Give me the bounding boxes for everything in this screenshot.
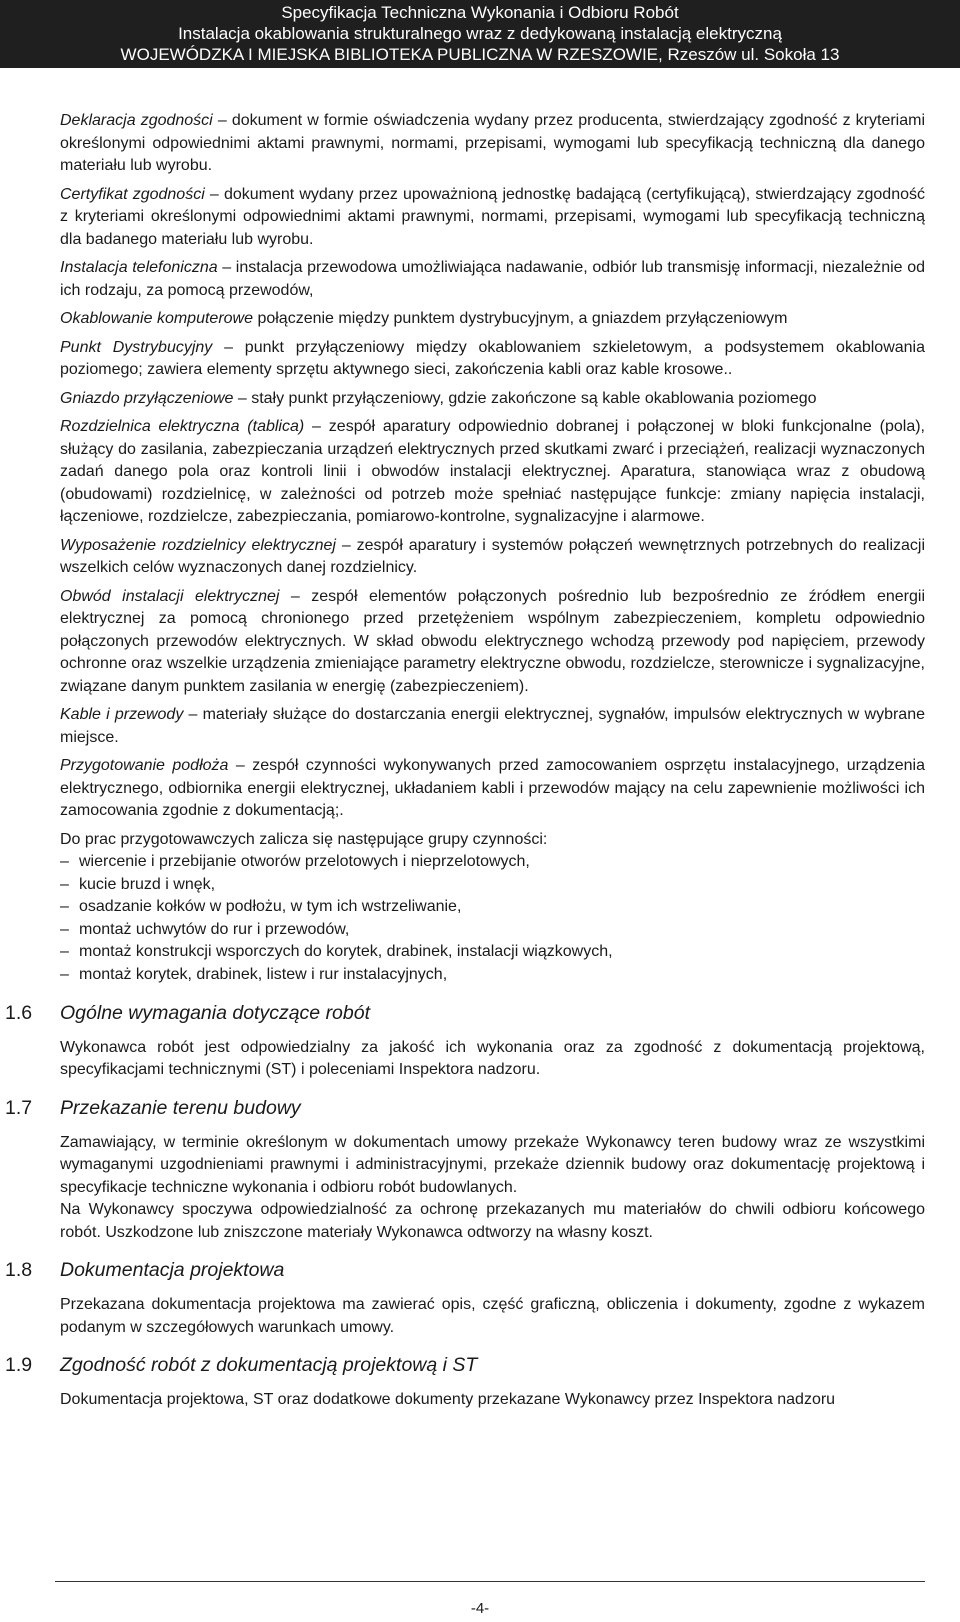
dash-bullet: – [60, 920, 69, 938]
list-item-text: montaż korytek, drabinek, listew i rur instalacyjnych, [79, 965, 448, 983]
definition-term: Przygotowanie podłoża [60, 757, 229, 774]
definition-text: – zespół czynności wykonywanych przed zamocowaniem osprzętu instalacyjnego, urządzenia elektrycznego, odbiornika energii elektrycznej, układaniem kabli i przewodów mający na celu zapewnienie możliwości ich zamocowania zgodnie z dokumentacją;. [60, 757, 926, 819]
definition-term: Obwód instalacji elektrycznej [60, 587, 280, 605]
section-title: Zgodność robót z dokumentacją projektową i ST [60, 1354, 478, 1377]
definitions-list [60, 110, 925, 823]
definition-text: – stały punkt przyłączeniowy, gdzie zakończone są kable okablowania poziomego [233, 389, 817, 407]
section-number: 1.7 [5, 1096, 33, 1119]
header-title: Specyfikacja Techniczna Wykonania i Odbioru Robót [281, 3, 679, 22]
section-paragraph: Na Wykonawcy spoczywa odpowiedzialność za ochronę przekazanych mu materiałów do chwili odbioru końcowego robót. Uszkodzone lub zniszczone materiały Wykonawca odtworzy na własny koszt. [60, 1201, 925, 1241]
definition-paragraph [60, 308, 925, 331]
definition-term: Okablowanie komputerowe [60, 310, 253, 327]
section-paragraph: Wykonawca robót jest odpowiedzialny za jakość ich wykonania oraz za zgodność z dokumentacją projektową, specyfikacjami technicznymi (ST) i poleceniami Inspektora nadzoru. [60, 1038, 925, 1079]
section-number: 1.6 [5, 1001, 33, 1024]
list-item-text: osadzanie kołków w podłożu, w tym ich wstrzeliwanie, [79, 898, 462, 916]
definition-term: Instalacja telefoniczna [60, 259, 218, 276]
dash-bullet: – [60, 943, 69, 961]
list-item-text: montaż uchwytów do rur i przewodów, [79, 920, 350, 938]
definition-text: – punkt przyłączeniowy między okablowaniem szkieletowym, a podsystemem okablowania poziomego; zawiera elementy sprzętu aktywnego sieci, zakończenia kabli oraz kable krosowe.. [60, 338, 926, 378]
sections-container [5, 1001, 925, 1412]
definition-paragraph [60, 704, 925, 749]
footer-divider [55, 1581, 925, 1582]
section-heading [5, 1001, 925, 1025]
dash-bullet: – [60, 898, 69, 916]
list-item-text: kucie bruzd i wnęk, [79, 875, 216, 893]
section-paragraph: Dokumentacja projektowa, ST oraz dodatkowe dokumenty przekazane Wykonawcy przez Inspektora nadzoru [60, 1391, 836, 1409]
section-title: Przekazanie terenu budowy [60, 1096, 301, 1119]
definition-text: – instalacja przewodowa umożliwiająca nadawanie, odbiór lub transmisję informacji, niezależnie od ich rodzaju, za pomocą przewodów, [60, 259, 925, 299]
section-1-6 [5, 1001, 925, 1082]
definition-term: Wyposażenie rozdzielnicy elektrycznej [60, 536, 336, 554]
header-subtitle: Instalacja okablowania strukturalnego wraz z dedykowaną instalacją elektryczną [178, 24, 782, 43]
definition-text: – zespół aparatury i systemów połączeń wewnętrznych potrzebnych do realizacji wszelkich celów wyznaczonych danej rozdzielnicy. [60, 536, 926, 576]
header-institution: WOJEWÓDZKA I MIEJSKA BIBLIOTEKA PUBLICZNA W RZESZOWIE, Rzeszów ul. Sokoła 13 [120, 45, 840, 64]
section-1-8 [5, 1258, 925, 1339]
definition-term: Punkt Dystrybucyjny [60, 338, 213, 356]
definition-paragraph [60, 257, 925, 302]
definition-paragraph [60, 416, 925, 529]
definition-text: – materiały służące do dostarczania energii elektrycznej, sygnałów, impulsów elektrycznych w wybrane miejsce. [60, 706, 925, 746]
definition-paragraph [60, 755, 925, 823]
list-item [60, 874, 925, 897]
definition-text: – zespół elementów połączonych pośrednio lub bezpośrednio ze źródłem energii elektrycznej za pomocą chronionego przed przetężeniem wspólnym zabezpieczeniem, kompletu odpowiednio połączonych przewodów elektrycznych. W skład obwodu elektrycznego wchodzą przewody pod napięciem, przewody ochronne oraz wszelkie urządzenia zmieniające parametry elektryczne obwodu, rozdzielcze, sterownicze i sygnalizacyjne, związane danym punktem zasilania w energię (zabezpieczeniem). [60, 587, 926, 695]
prep-activities-list [60, 851, 925, 987]
definition-term: Rozdzielnica elektryczna (tablica) [60, 418, 305, 435]
definition-text: – zespół aparatury odpowiednio dobranej i połączonej w bloki funkcjonalne (pola), służący do zasilania, zabezpieczania urządzeń elektrycznych przed skutkami zwarć i przeciążeń, realizacji wyznaczonych zadań danego pola oraz kontroli linii i obwodów instalacji elektrycznej. Aparatura, stanowiąca wraz z obudową (obudowami) rozdzielnicę, w zależności od potrzeb może spełniać następujące funkcje: zmiany napięcia instalacji, łączeniowe, rozdzielcze, zabezpieczania, pomiarowo-kontrolne, sygnalizacyjne i alarmowe. [60, 418, 925, 525]
dash-bullet: – [60, 875, 69, 893]
section-title: Dokumentacja projektowa [60, 1259, 285, 1282]
definition-paragraph [60, 535, 925, 580]
list-item [60, 919, 925, 942]
list-item [60, 941, 925, 964]
section-title: Ogólne wymagania dotyczące robót [60, 1001, 371, 1024]
definition-paragraph [60, 110, 925, 178]
section-1-7 [5, 1096, 925, 1245]
prep-intro: Do prac przygotowawczych zalicza się następujące grupy czynności: [60, 830, 548, 848]
section-heading [5, 1353, 925, 1377]
list-item-text: wiercenie i przebijanie otworów przelotowych i nieprzelotowych, [79, 853, 530, 870]
definition-text: – dokument wydany przez upoważnioną jednostkę badającą (certyfikującą), stwierdzający zgodność z kryteriami określonymi odpowiednimi aktami prawnymi, normami, przepisami, wymogami lub specyfikacją techniczną dla badanego materiału lub wyrobu. [60, 185, 925, 248]
definition-term: Gniazdo przyłączeniowe [60, 389, 234, 407]
section-paragraph: Zamawiający, w terminie określonym w dokumentach umowy przekaże Wykonawcy teren budowy wraz ze wszystkimi wymaganymi uzgodnieniami prawnymi i administracyjnymi, przekaże dziennik budowy oraz dokumentację projektową i specyfikacje techniczne wykonania i odbioru robót budowlanych. [60, 1133, 925, 1196]
definition-term: Kable i przewody [60, 706, 184, 723]
section-1-9 [5, 1353, 925, 1412]
list-item [60, 964, 925, 987]
list-item [60, 896, 925, 919]
definition-text: połączenie między punktem dystrybucyjnym, a gniazdem przyłączeniowym [253, 310, 788, 327]
section-heading [5, 1096, 925, 1120]
definition-paragraph [60, 388, 925, 411]
section-number: 1.8 [5, 1259, 33, 1282]
dash-bullet: – [60, 965, 69, 983]
document-body [5, 110, 926, 1412]
list-item [60, 851, 925, 874]
section-number: 1.9 [5, 1354, 33, 1377]
page-header [0, 0, 960, 68]
list-item-text: montaż konstrukcji wsporczych do korytek, drabinek, instalacji wiązkowych, [79, 943, 613, 961]
dash-bullet: – [60, 853, 69, 870]
definition-term: Certyfikat zgodności [60, 185, 205, 203]
section-paragraph: Przekazana dokumentacja projektowa ma zawierać opis, część graficzną, obliczenia i dokumenty, zgodne z wykazem podanym w szczegółowych warunkach umowy. [60, 1296, 925, 1336]
definition-term: Deklaracja zgodności [60, 112, 213, 129]
page-number: -4- [470, 1600, 490, 1617]
definition-paragraph [60, 337, 925, 382]
definition-text: – dokument w formie oświadczenia wydany przez producenta, stwierdzający zgodność z kryteriami określonymi odpowiednimi aktami prawnymi, normami, przepisami, wymogami lub specyfikacją techniczną dla danego materiału lub wyrobu. [60, 112, 926, 174]
section-heading [5, 1258, 925, 1282]
definition-paragraph [60, 184, 925, 252]
definition-paragraph [60, 586, 925, 699]
